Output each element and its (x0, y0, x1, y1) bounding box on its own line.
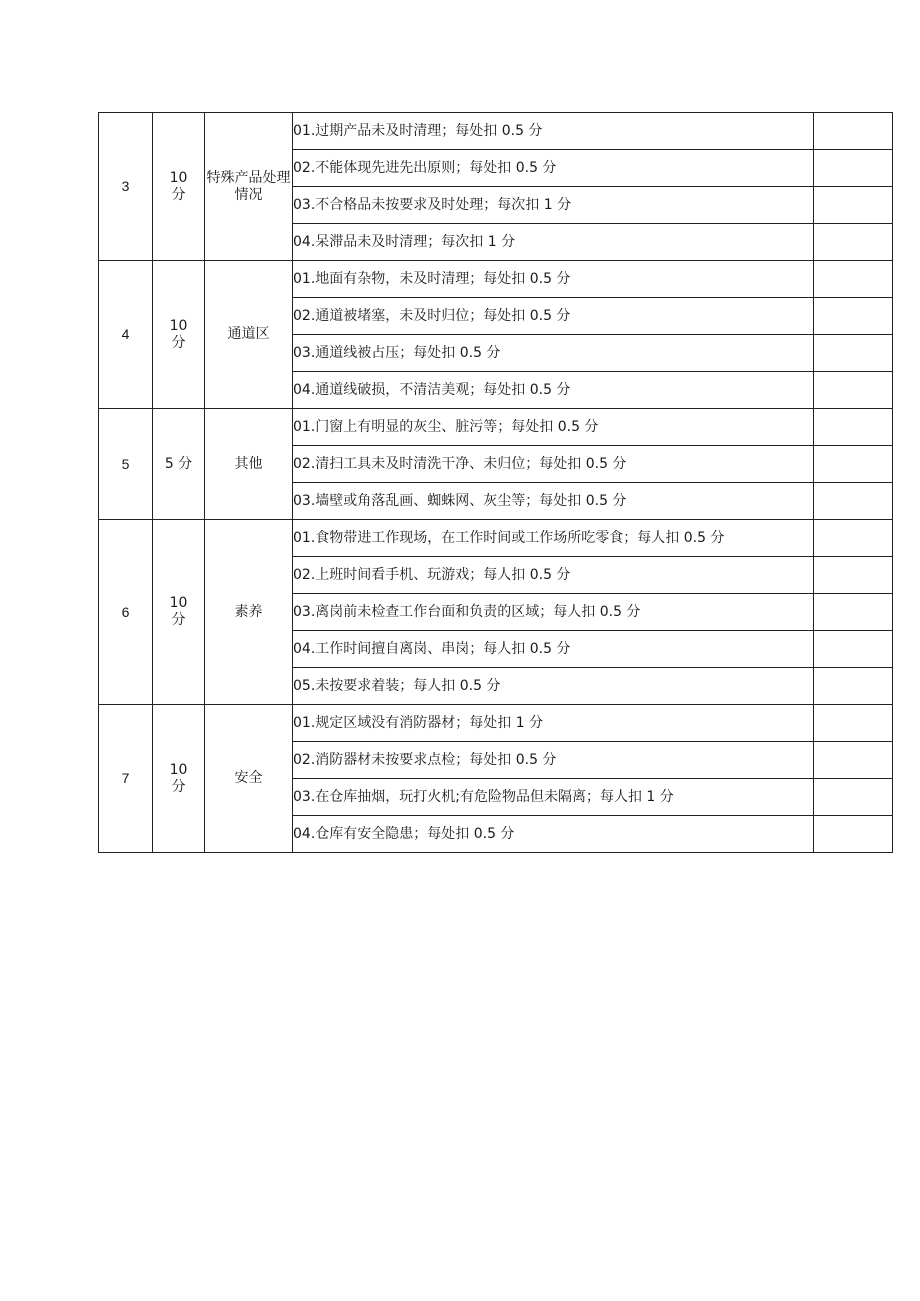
score-entry-cell[interactable] (814, 224, 893, 261)
score-entry-cell[interactable] (814, 113, 893, 150)
section-score (153, 705, 205, 853)
deduction-item: 02.不能体现先进先出原则；每处扣 0.5 分 (293, 150, 814, 187)
deduction-item: 02.消防器材未按要求点检；每处扣 0.5 分 (293, 742, 814, 779)
section-number: 3 (99, 113, 153, 261)
section-number: 7 (99, 705, 153, 853)
section-score-value: 10 (169, 595, 188, 612)
score-entry-cell[interactable] (814, 520, 893, 557)
deduction-item: 02.通道被堵塞，未及时归位；每处扣 0.5 分 (293, 298, 814, 335)
section-category: 安全 (205, 705, 293, 853)
table-row (99, 409, 893, 446)
deduction-item: 02.上班时间看手机、玩游戏；每人扣 0.5 分 (293, 557, 814, 594)
score-entry-cell[interactable] (814, 298, 893, 335)
section-score-value: 10 (169, 169, 188, 186)
deduction-item: 01.食物带进工作现场，在工作时间或工作场所吃零食；每人扣 0.5 分 (293, 520, 814, 557)
section-score (153, 520, 205, 705)
score-entry-cell[interactable] (814, 335, 893, 372)
deduction-item: 04.工作时间擅自离岗、串岗；每人扣 0.5 分 (293, 631, 814, 668)
score-entry-cell[interactable] (814, 150, 893, 187)
section-score-unit: 分 (171, 334, 186, 351)
deduction-item: 04.呆滞品未及时清理；每次扣 1 分 (293, 224, 814, 261)
section-score-unit: 分 (171, 778, 186, 795)
deduction-item: 03.通道线被占压；每处扣 0.5 分 (293, 335, 814, 372)
score-entry-cell[interactable] (814, 187, 893, 224)
section-score (153, 261, 205, 409)
section-number: 5 (99, 409, 153, 520)
deduction-item: 01.门窗上有明显的灰尘、脏污等；每处扣 0.5 分 (293, 409, 814, 446)
deduction-item: 04.仓库有安全隐患；每处扣 0.5 分 (293, 816, 814, 853)
table-row (99, 261, 893, 298)
deduction-item: 04.通道线破损，不清洁美观；每处扣 0.5 分 (293, 372, 814, 409)
section-score-value: 5 分 (164, 455, 193, 472)
section-score-value: 10 (169, 761, 188, 778)
score-entry-cell[interactable] (814, 372, 893, 409)
section-score (153, 409, 205, 520)
deduction-item: 03.离岗前未检查工作台面和负责的区域；每人扣 0.5 分 (293, 594, 814, 631)
deduction-item: 03.不合格品未按要求及时处理；每次扣 1 分 (293, 187, 814, 224)
score-entry-cell[interactable] (814, 557, 893, 594)
score-entry-cell[interactable] (814, 742, 893, 779)
table-row (99, 520, 893, 557)
section-category: 通道区 (205, 261, 293, 409)
deduction-item: 03.在仓库抽烟，玩打火机;有危险物品但未隔离；每人扣 1 分 (293, 779, 814, 816)
score-entry-cell[interactable] (814, 816, 893, 853)
deduction-item: 03.墙壁或角落乱画、蜘蛛网、灰尘等；每处扣 0.5 分 (293, 483, 814, 520)
score-entry-cell[interactable] (814, 446, 893, 483)
table-row (99, 705, 893, 742)
score-entry-cell[interactable] (814, 483, 893, 520)
deduction-item: 02.清扫工具未及时清洗干净、未归位；每处扣 0.5 分 (293, 446, 814, 483)
deduction-item: 05.未按要求着装；每人扣 0.5 分 (293, 668, 814, 705)
score-entry-cell[interactable] (814, 779, 893, 816)
section-category: 素养 (205, 520, 293, 705)
inspection-score-table (98, 112, 893, 853)
section-score-unit: 分 (171, 612, 186, 628)
score-entry-cell[interactable] (814, 668, 893, 705)
deduction-item: 01.地面有杂物，未及时清理；每处扣 0.5 分 (293, 261, 814, 298)
score-entry-cell[interactable] (814, 261, 893, 298)
section-score (153, 113, 205, 261)
deduction-item: 01.规定区域没有消防器材；每处扣 1 分 (293, 705, 814, 742)
score-entry-cell[interactable] (814, 705, 893, 742)
section-category: 特殊产品处理情况 (205, 113, 293, 261)
score-entry-cell[interactable] (814, 631, 893, 668)
section-category: 其他 (205, 409, 293, 520)
section-number: 6 (99, 520, 153, 705)
table-row (99, 113, 893, 150)
table-body (99, 113, 893, 853)
score-entry-cell[interactable] (814, 594, 893, 631)
section-number: 4 (99, 261, 153, 409)
deduction-item: 01.过期产品未及时清理；每处扣 0.5 分 (293, 113, 814, 150)
section-score-value: 10 (169, 317, 188, 334)
section-score-unit: 分 (171, 186, 186, 203)
score-entry-cell[interactable] (814, 409, 893, 446)
